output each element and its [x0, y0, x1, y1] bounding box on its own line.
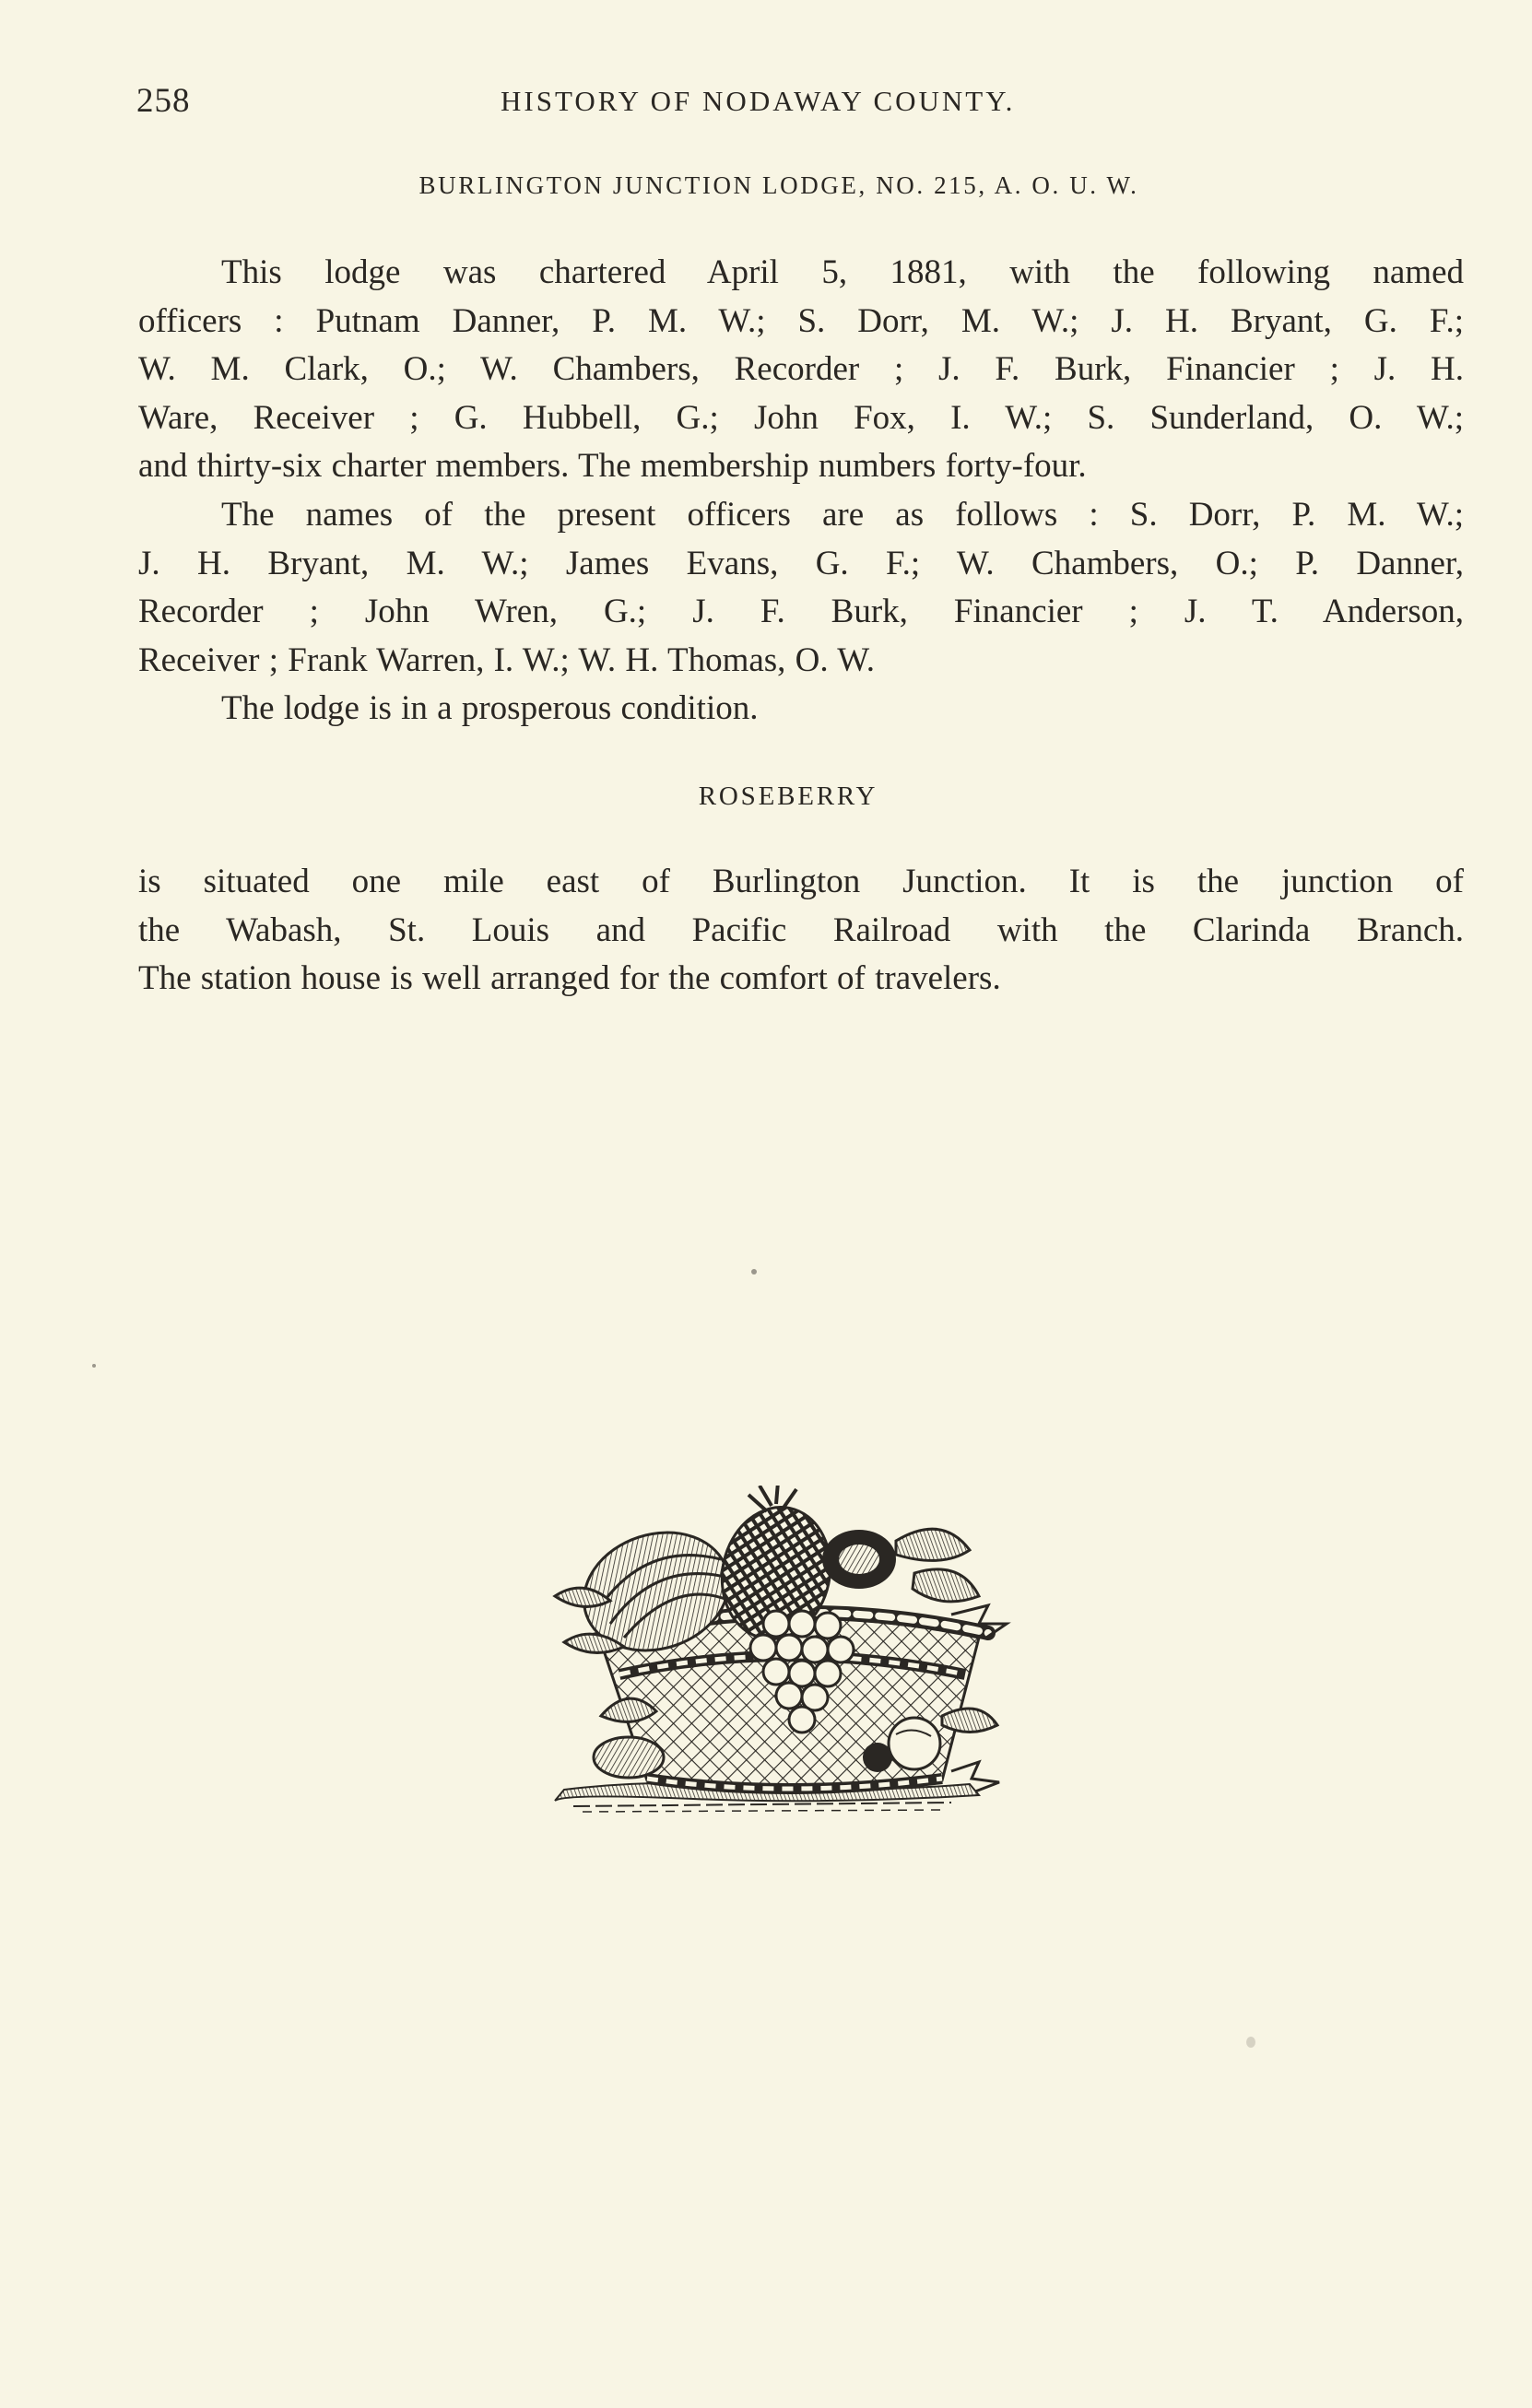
paper-speck — [751, 1269, 757, 1274]
text-line: officers : Putnam Danner, P. M. W.; S. Dorr, M. W.; J. H. Bryant, G. F.; — [138, 301, 1464, 340]
page-number: 258 — [136, 82, 191, 120]
text-line: is situated one mile east of Burlington Junction. It is the junction of — [138, 863, 1464, 900]
text-line: Ware, Receiver ; G. Hubbell, G.; John Fox, I. W.; S. Sunderland, O. W.; — [138, 398, 1464, 437]
text-line: W. M. Clark, O.; W. Chambers, Recorder ; J. F. Burk, Financier ; J. H. — [138, 350, 1464, 388]
text-line: The names of the present officers are as follows : S. Dorr, P. M. W.; — [221, 496, 1464, 534]
running-head — [136, 81, 1455, 122]
text-line: Recorder ; John Wren, G.; J. F. Burk, Financier ; J. T. Anderson, — [138, 593, 1464, 630]
text-line: The lodge is in a prosperous condition. — [221, 689, 759, 727]
sub-heading-roseberry: ROSEBERRY — [698, 781, 878, 811]
text-line: J. H. Bryant, M. W.; James Evans, G. F.; W. Chambers, O.; P. Danner, — [138, 544, 1464, 582]
paragraph-condition — [138, 685, 1464, 734]
paragraph-charter — [138, 249, 1464, 491]
running-title: HISTORY OF NODAWAY COUNTY. — [501, 85, 1016, 117]
paper-speck — [92, 1364, 96, 1368]
section-heading: BURLINGTON JUNCTION LODGE, NO. 215, A. O. U. W. — [418, 171, 1139, 199]
paragraph-roseberry — [138, 858, 1464, 1004]
text-line: the Wabash, St. Louis and Pacific Railroad with the Clarinda Branch. — [138, 910, 1464, 949]
paragraph-present-officers — [138, 491, 1464, 685]
text-line: Receiver ; Frank Warren, I. W.; W. H. Thomas, O. W. — [138, 640, 875, 679]
paper-speck — [1246, 2037, 1255, 2048]
text-line: and thirty-six charter members. The membership numbers forty-four. — [138, 447, 1087, 485]
text-line: This lodge was chartered April 5, 1881, with the following named — [221, 253, 1464, 291]
fruit-basket-engraving-icon — [546, 1486, 1043, 1827]
text-line: The station house is well arranged for the comfort of travelers. — [138, 959, 1001, 997]
